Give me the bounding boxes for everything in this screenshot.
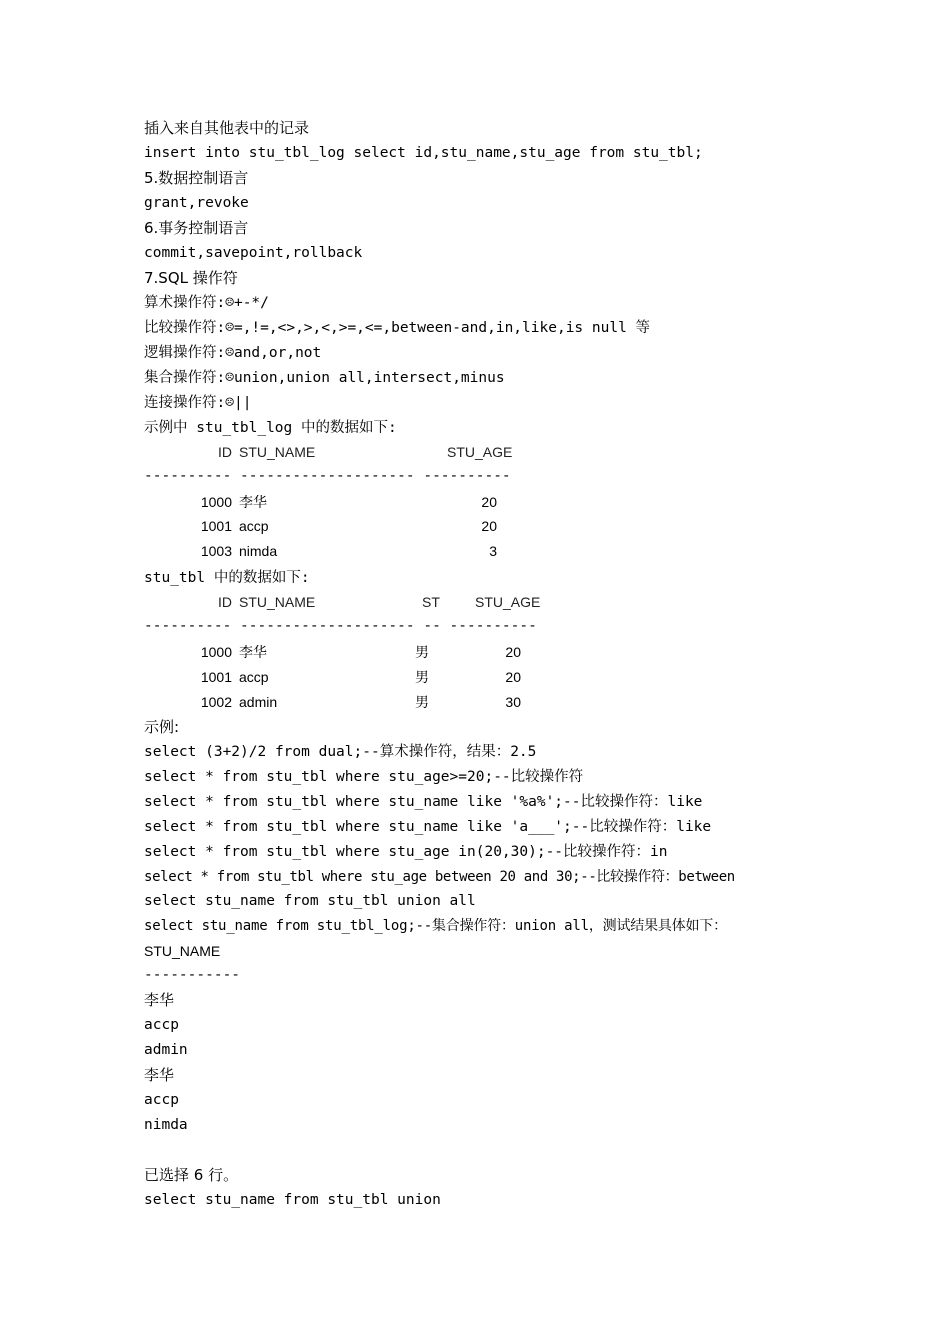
log-row-age: 3 [489, 543, 497, 559]
example-line: select * from stu_tbl where stu_age between 20 and 30;--比较操作符：between [144, 869, 735, 885]
log-row-id: 1000 [200, 494, 232, 510]
set-operators: 集合操作符:☹union,union all,intersect,minus [144, 370, 505, 386]
list-item: 李华 [144, 991, 175, 1009]
list-item: nimda [144, 1117, 188, 1133]
main-row-sex: 男 [415, 694, 429, 710]
main-row-age: 30 [505, 694, 521, 710]
operators-heading: 7.SQL 操作符 [144, 269, 238, 287]
main-table-separator: ---------- -------------------- -- ---------- [144, 618, 537, 634]
example-line: select * from stu_tbl where stu_name like '%a%';--比较操作符：like [144, 794, 703, 810]
main-row-id: 1001 [200, 669, 232, 685]
insert-heading: 插入来自其他表中的记录 [144, 119, 310, 137]
log-row-age: 20 [481, 518, 497, 534]
concat-operators: 连接操作符:☹|| [144, 395, 252, 411]
list-item: accp [144, 1017, 179, 1033]
main-row-id: 1002 [200, 694, 232, 710]
comparison-operators: 比较操作符:☹=,!=,<>,>,<,>=,<=,between-and,in,like,is null 等 [144, 320, 651, 336]
result-header: STU_NAME [144, 943, 221, 959]
log-row-id: 1003 [200, 543, 232, 559]
main-table-caption: stu_tbl 中的数据如下: [144, 570, 310, 586]
log-row-name: accp [239, 518, 269, 534]
main-row-name: accp [239, 669, 269, 685]
log-header-name: STU_NAME [239, 444, 316, 460]
list-item: admin [144, 1042, 188, 1058]
log-table-caption: 示例中 stu_tbl_log 中的数据如下: [144, 420, 397, 436]
example-line: select * from stu_tbl where stu_name like 'a___';--比较操作符：like [144, 819, 712, 835]
log-header-id: ID [218, 444, 232, 460]
main-row-sex: 男 [415, 644, 429, 660]
main-row-name: 李华 [239, 644, 267, 660]
main-row-age: 20 [505, 669, 521, 685]
next-sql: select stu_name from stu_tbl union [144, 1192, 441, 1208]
log-table-separator: ---------- -------------------- ---------- [144, 468, 511, 484]
dcl-body: grant,revoke [144, 195, 249, 211]
example-line: select (3+2)/2 from dual;--算术操作符，结果：2.5 [144, 744, 537, 760]
example-line: select stu_name from stu_tbl_log;--集合操作符：union all，测试结果具体如下： [144, 918, 727, 934]
main-header-name: STU_NAME [239, 594, 316, 610]
result-separator: ----------- [144, 967, 241, 983]
logical-operators: 逻辑操作符:☹and,or,not [144, 345, 322, 361]
arithmetic-operators: 算术操作符:☹+-*/ [144, 295, 269, 311]
example-line: select * from stu_tbl where stu_age>=20;--比较操作符 [144, 769, 584, 785]
examples-heading: 示例: [144, 718, 180, 736]
main-row-age: 20 [505, 644, 521, 660]
insert-sql: insert into stu_tbl_log select id,stu_name,stu_age from stu_tbl; [144, 145, 703, 161]
tcl-body: commit,savepoint,rollback [144, 245, 363, 261]
list-item: accp [144, 1092, 179, 1108]
main-header-sex: ST [422, 594, 440, 610]
result-summary: 已选择 6 行。 [144, 1166, 239, 1184]
log-row-age: 20 [481, 494, 497, 510]
main-row-id: 1000 [200, 644, 232, 660]
log-row-name: 李华 [239, 494, 267, 510]
main-row-sex: 男 [415, 669, 429, 685]
main-header-id: ID [218, 594, 232, 610]
log-header-age: STU_AGE [447, 444, 513, 460]
list-item: 李华 [144, 1066, 175, 1084]
main-row-name: admin [239, 694, 278, 710]
example-line: select * from stu_tbl where stu_age in(20,30);--比较操作符：in [144, 844, 668, 860]
tcl-heading: 6.事务控制语言 [144, 219, 249, 237]
example-line: select stu_name from stu_tbl union all [144, 893, 476, 909]
log-row-id: 1001 [200, 518, 232, 534]
main-header-age: STU_AGE [475, 594, 541, 610]
dcl-heading: 5.数据控制语言 [144, 169, 249, 187]
log-row-name: nimda [239, 543, 278, 559]
